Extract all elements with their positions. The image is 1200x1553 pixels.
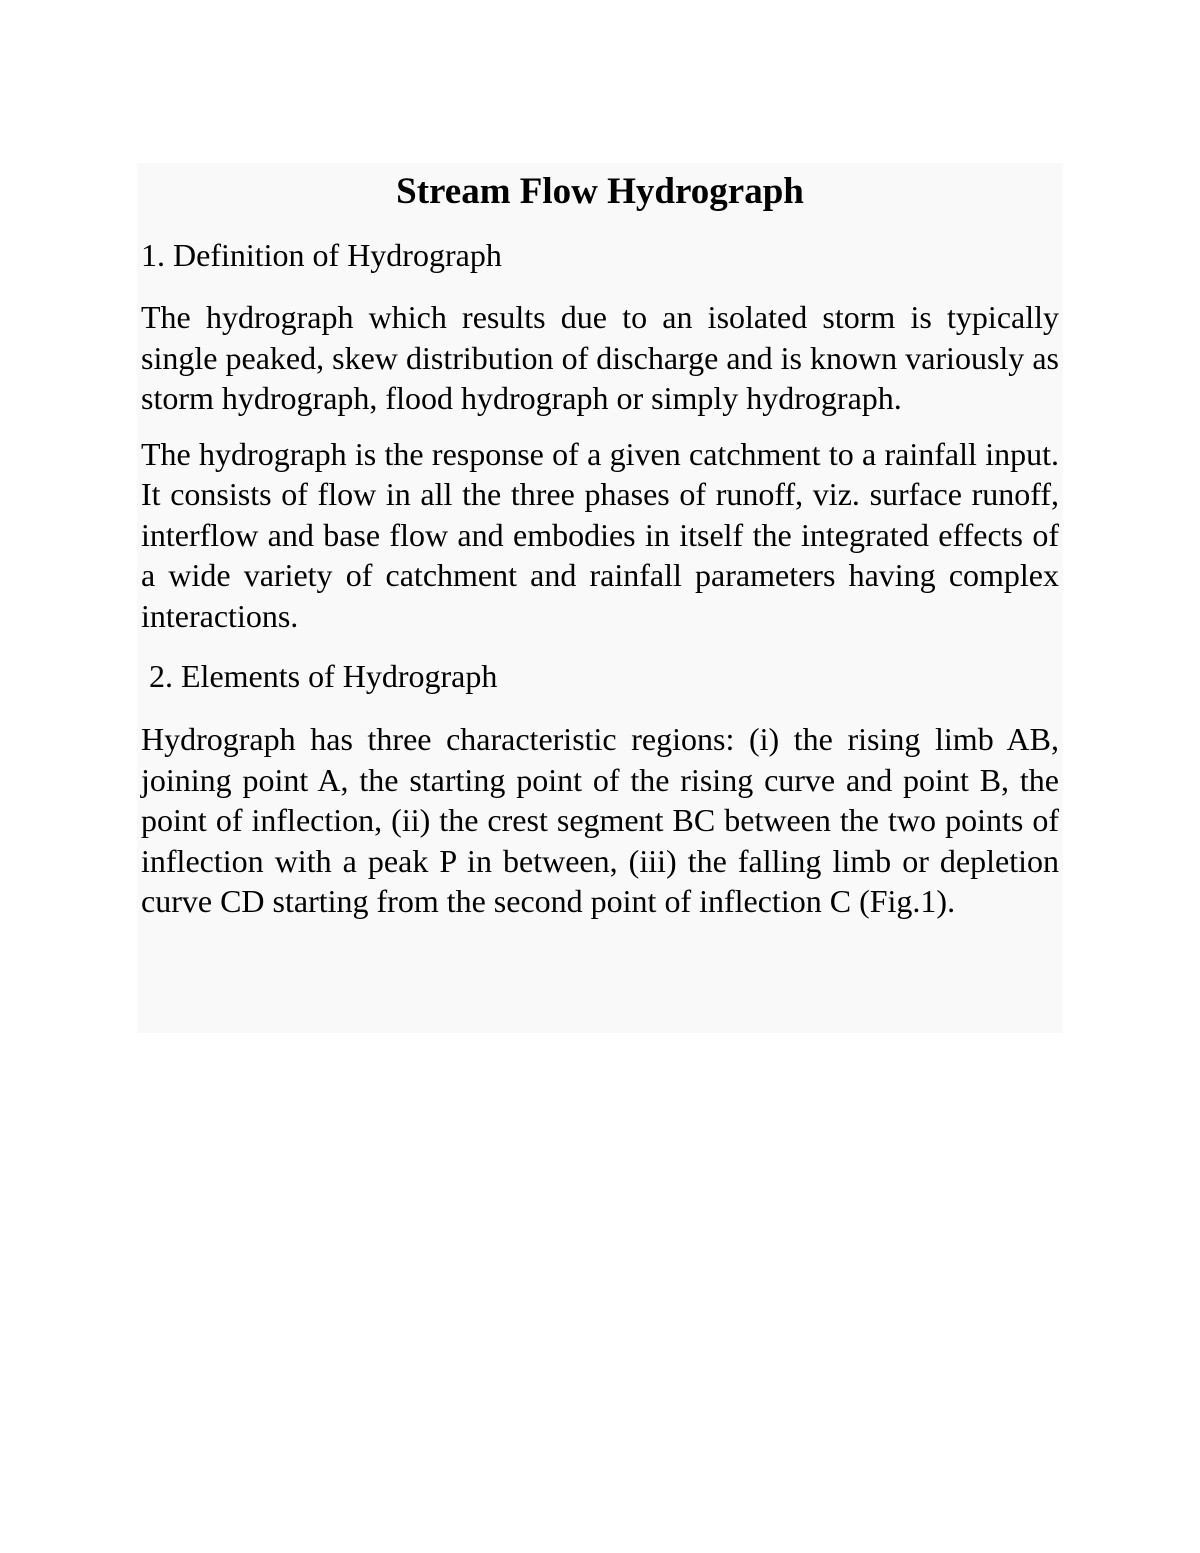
paragraph-definition-1: The hydrograph which results due to an isolated storm is typically single peaked, skew distribution of discharge and is known variously as storm hydrograph, flood hydrograph or simply hydrograph. xyxy=(141,299,1059,416)
section-heading-elements: 2. Elements of Hydrograph xyxy=(149,658,498,694)
document-title: Stream Flow Hydrograph xyxy=(396,171,804,212)
text-block xyxy=(137,163,1063,1033)
section-heading-definition: 1. Definition of Hydrograph xyxy=(141,237,502,273)
paragraph-definition-2: The hydrograph is the response of a given catchment to a rainfall input. It consists of flow in all the three phases of runoff, viz. surface runoff, interflow and base flow and embodies in itself the integrated effects of a wide variety of catchment and rainfall parameters having complex interactions. xyxy=(141,435,1059,634)
paragraph-elements-1: Hydrograph has three characteristic regions: (i) the rising limb AB, joining point A, the starting point of the rising curve and point B, the point of inflection, (ii) the crest segment BC between the two points of inflection with a peak P in between, (iii) the falling limb or depletion curve CD starting from the second point of inflection C (Fig.1). xyxy=(141,721,1059,919)
